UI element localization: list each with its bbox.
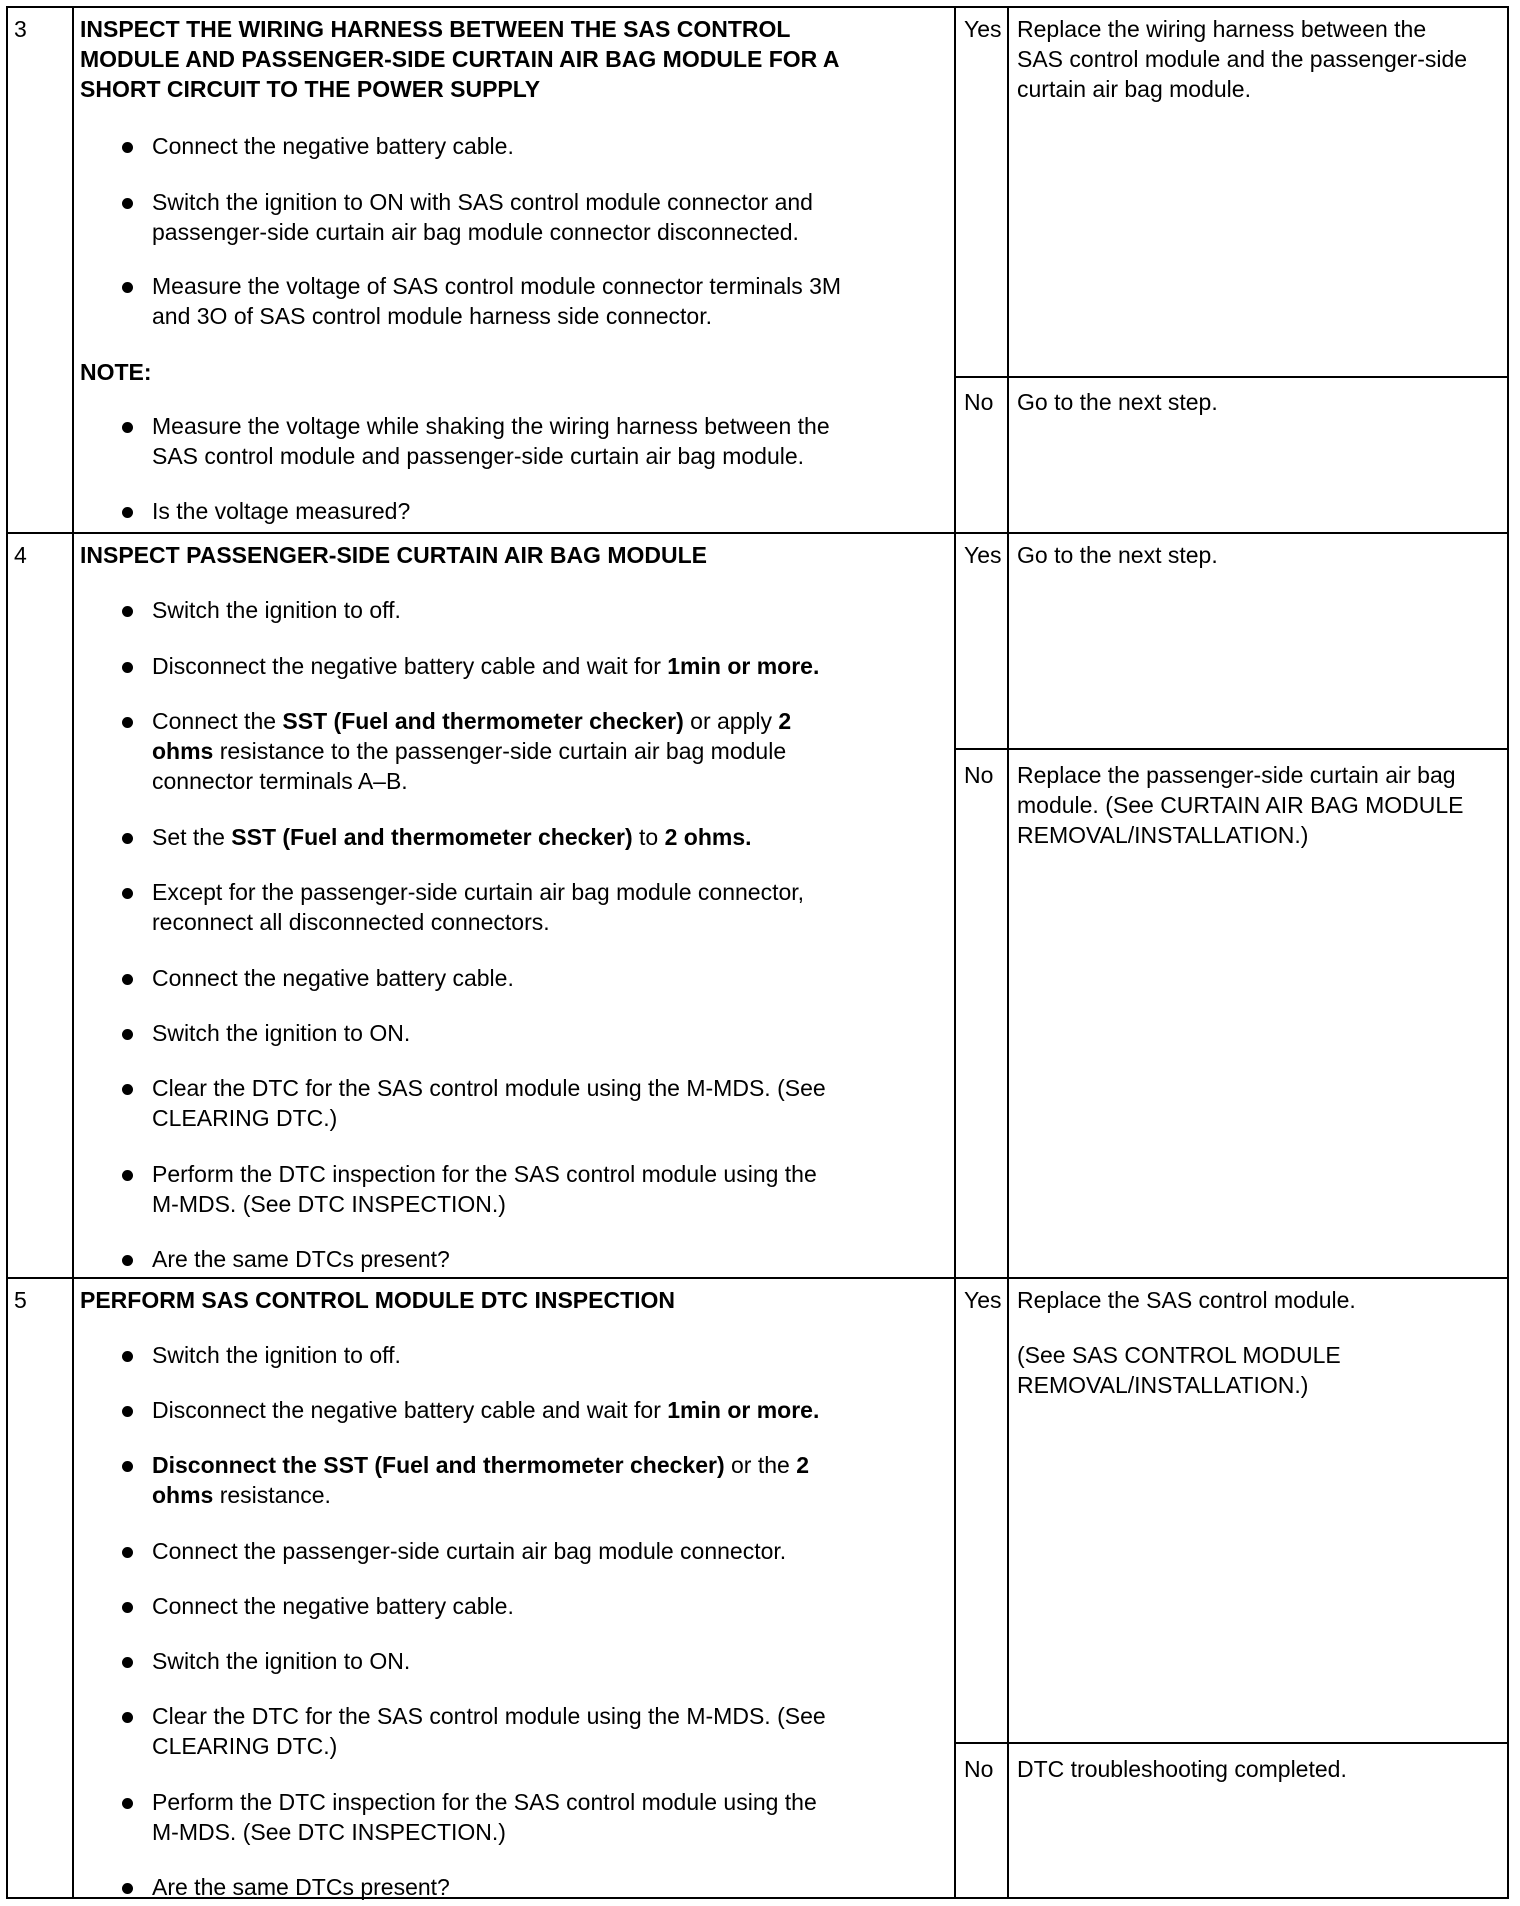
procedure-step: Switch the ignition to ON.: [152, 1648, 411, 1674]
bullet-icon: [122, 1883, 133, 1894]
bullet-icon: [122, 833, 133, 844]
yes-result: Replace the SAS control module.: [1017, 1287, 1356, 1313]
no-result: Replace the passenger-side curtain air bag: [1017, 762, 1456, 788]
note-label: NOTE:: [80, 359, 152, 385]
procedure-step: Are the same DTCs present?: [152, 1874, 450, 1900]
procedure-step: Connect the passenger-side curtain air bag module connector.: [152, 1538, 787, 1564]
procedure-step: Clear the DTC for the SAS control module using the M-MDS. (See: [152, 1075, 826, 1101]
procedure-step: Switch the ignition to off.: [152, 1342, 401, 1368]
procedure-step: Connect the negative battery cable.: [152, 133, 514, 159]
procedure-step: ohms resistance.: [152, 1482, 331, 1508]
no-result: REMOVAL/INSTALLATION.): [1017, 822, 1309, 848]
bullet-icon: [122, 1602, 133, 1613]
procedure-step: Set the SST (Fuel and thermometer checker) to 2 ohms.: [152, 824, 752, 850]
bullet-icon: [122, 1547, 133, 1558]
procedure-step: Clear the DTC for the SAS control module using the M-MDS. (See: [152, 1703, 826, 1729]
row-divider: [8, 532, 1507, 534]
no-result: Go to the next step.: [1017, 389, 1218, 415]
procedure-step: Except for the passenger-side curtain air bag module connector,: [152, 879, 805, 905]
step-title: INSPECT PASSENGER-SIDE CURTAIN AIR BAG MODULE: [80, 542, 707, 568]
procedure-step: Perform the DTC inspection for the SAS control module using the: [152, 1789, 817, 1815]
procedure-step: connector terminals A–B.: [152, 768, 408, 794]
yes-result: curtain air bag module.: [1017, 76, 1251, 102]
bullet-icon: [122, 717, 133, 728]
column-divider: [954, 8, 956, 1897]
step-title: SHORT CIRCUIT TO THE POWER SUPPLY: [80, 76, 541, 102]
troubleshooting-table: [6, 6, 1509, 1899]
procedure-step: Connect the SST (Fuel and thermometer checker) or apply 2: [152, 708, 792, 734]
bullet-icon: [122, 198, 133, 209]
bullet-icon: [122, 888, 133, 899]
yes-result: REMOVAL/INSTALLATION.): [1017, 1372, 1309, 1398]
step-title: INSPECT THE WIRING HARNESS BETWEEN THE SAS CONTROL: [80, 16, 791, 42]
no-label: No: [964, 762, 994, 788]
procedure-step: Switch the ignition to ON.: [152, 1020, 411, 1046]
procedure-step: Connect the negative battery cable.: [152, 1593, 514, 1619]
yes-label: Yes: [964, 1287, 1002, 1313]
step-title: PERFORM SAS CONTROL MODULE DTC INSPECTION: [80, 1287, 676, 1313]
note-item: Is the voltage measured?: [152, 498, 411, 524]
step-title: MODULE AND PASSENGER-SIDE CURTAIN AIR BAG MODULE FOR A: [80, 46, 840, 72]
bullet-icon: [122, 1029, 133, 1040]
step-number: 4: [14, 542, 27, 568]
yes-no-divider: [954, 1742, 1507, 1744]
column-divider: [1007, 8, 1009, 1897]
row-divider: [8, 1277, 1507, 1279]
yes-no-divider: [954, 376, 1507, 378]
yes-label: Yes: [964, 542, 1002, 568]
procedure-step: M-MDS. (See DTC INSPECTION.): [152, 1191, 506, 1217]
yes-result: SAS control module and the passenger-side: [1017, 46, 1468, 72]
column-divider: [72, 8, 74, 1897]
procedure-step: ohms resistance to the passenger-side curtain air bag module: [152, 738, 787, 764]
note-item: SAS control module and passenger-side curtain air bag module.: [152, 443, 805, 469]
yes-result: Go to the next step.: [1017, 542, 1218, 568]
bullet-icon: [122, 974, 133, 985]
step-number: 3: [14, 16, 27, 42]
procedure-step: Disconnect the negative battery cable and wait for 1min or more.: [152, 653, 820, 679]
procedure-step: Disconnect the SST (Fuel and thermometer checker) or the 2: [152, 1452, 810, 1478]
bullet-icon: [122, 1351, 133, 1362]
procedure-step: CLEARING DTC.): [152, 1733, 338, 1759]
bullet-icon: [122, 606, 133, 617]
note-item: Measure the voltage while shaking the wiring harness between the: [152, 413, 830, 439]
procedure-step: and 3O of SAS control module harness side connector.: [152, 303, 712, 329]
no-result: module. (See CURTAIN AIR BAG MODULE: [1017, 792, 1464, 818]
no-result: DTC troubleshooting completed.: [1017, 1756, 1347, 1782]
procedure-step: M-MDS. (See DTC INSPECTION.): [152, 1819, 506, 1845]
yes-no-divider: [954, 748, 1507, 750]
procedure-step: passenger-side curtain air bag module connector disconnected.: [152, 219, 799, 245]
no-label: No: [964, 389, 994, 415]
bullet-icon: [122, 1657, 133, 1668]
bullet-icon: [122, 662, 133, 673]
procedure-step: Measure the voltage of SAS control module connector terminals 3M: [152, 273, 842, 299]
procedure-step: Connect the negative battery cable.: [152, 965, 514, 991]
yes-result: (See SAS CONTROL MODULE: [1017, 1342, 1341, 1368]
bullet-icon: [122, 1712, 133, 1723]
bullet-icon: [122, 1084, 133, 1095]
step-number: 5: [14, 1287, 27, 1313]
bullet-icon: [122, 1406, 133, 1417]
procedure-step: Switch the ignition to off.: [152, 597, 401, 623]
bullet-icon: [122, 1461, 133, 1472]
bullet-icon: [122, 1798, 133, 1809]
bullet-icon: [122, 422, 133, 433]
procedure-step: reconnect all disconnected connectors.: [152, 909, 550, 935]
procedure-step: Are the same DTCs present?: [152, 1246, 450, 1272]
bullet-icon: [122, 282, 133, 293]
procedure-step: CLEARING DTC.): [152, 1105, 338, 1131]
bullet-icon: [122, 1170, 133, 1181]
bullet-icon: [122, 507, 133, 518]
procedure-step: Perform the DTC inspection for the SAS control module using the: [152, 1161, 817, 1187]
bullet-icon: [122, 142, 133, 153]
yes-label: Yes: [964, 16, 1002, 42]
no-label: No: [964, 1756, 994, 1782]
procedure-step: Switch the ignition to ON with SAS control module connector and: [152, 189, 813, 215]
yes-result: Replace the wiring harness between the: [1017, 16, 1427, 42]
procedure-step: Disconnect the negative battery cable and wait for 1min or more.: [152, 1397, 820, 1423]
bullet-icon: [122, 1255, 133, 1266]
